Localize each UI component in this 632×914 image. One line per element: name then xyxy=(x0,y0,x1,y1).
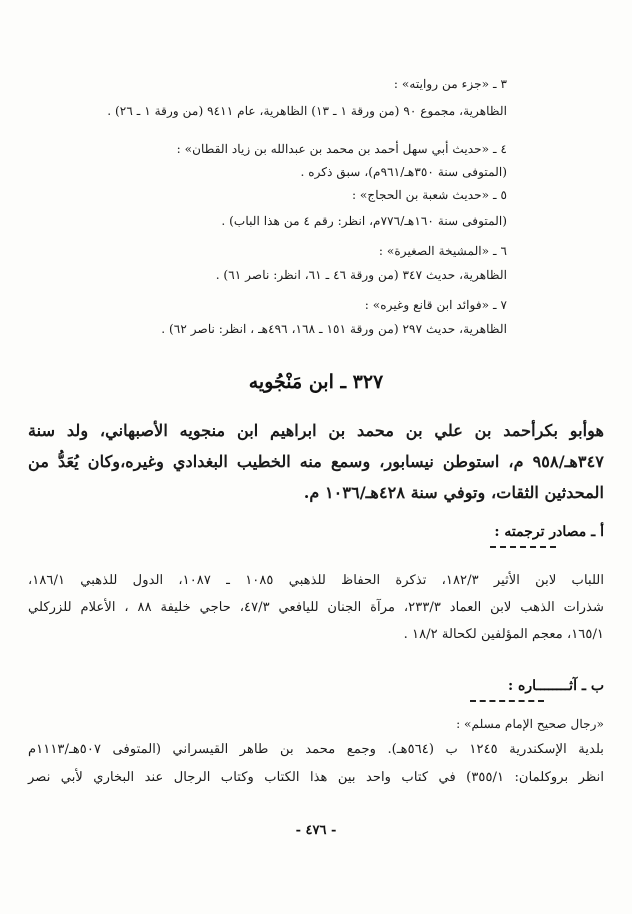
ref-4-body: (المتوفى سنة ٣٥٠هـ/٩٦١م)، سبق ذكره . xyxy=(300,165,507,179)
bio-line-2: ٣٤٧هـ/٩٥٨ م، استوطن نيسابور، وسمع منه الخطيب البغدادي وغيره،وكان يُعَدُّ من xyxy=(28,452,604,471)
works-heading: ب ـ آثــــــــاره : xyxy=(507,678,604,694)
entry-heading: ٣٢٧ ـ ابن مَنْجُويه xyxy=(248,371,384,393)
sources-line-2: شذرات الذهب لابن العماد ٢٣٣/٣، مرآة الجنان لليافعي ٤٧/٣، حاجي خليفة ٨٨ ، الأعلام للزركلي xyxy=(28,600,604,615)
works-line-2: انظر بروكلمان: ٣٥٥/١) في كتاب واحد بين هذا الكتاب وكتاب الرجال عند البخاري لأبي نصر xyxy=(28,770,604,785)
works-heading-underline xyxy=(470,700,544,702)
works-line-1: بلدية الإسكندرية ١٢٤٥ ب (٥٦٤هـ). وجمع محمد بن طاهر القيسراني (المتوفى ٥٠٧هـ/١١١٣م xyxy=(28,742,604,757)
ref-5-body: (المتوفى سنة ١٦٠هـ/٧٧٦م، انظر: رقم ٤ من هذا الباب) . xyxy=(221,214,507,228)
ref-7-body: الظاهرية، حديث ٢٩٧ (من ورقة ١٥١ ـ ١٦٨، ٤٩٦هـ ، انظر: ناصر ٦٢) . xyxy=(161,322,507,336)
sources-line-1: اللباب لابن الأثير ١٨٢/٣، تذكرة الحفاظ للذهبي ١٠٨٥ ـ ١٠٨٧، الدول للذهبي ١٨٦/١، xyxy=(28,573,604,588)
works-item-title: «رجال صحيح الإمام مسلم» : xyxy=(456,717,604,731)
ref-3-body: الظاهرية، مجموع ٩٠ (من ورقة ١ ـ ١٣) الظاهرية، عام ٩٤١١ (من ورقة ١ ـ ٢٦) . xyxy=(107,104,507,118)
bio-line-3: المحدثين الثقات، وتوفي سنة ٤٢٨هـ/١٠٣٦ م. xyxy=(303,483,604,502)
ref-6-body: الظاهرية، حديث ٣٤٧ (من ورقة ٤٦ ـ ٦١، انظر: ناصر ٦١) . xyxy=(215,268,507,282)
sources-heading: أ ـ مصادر ترجمته : xyxy=(494,524,604,540)
ref-7-title: ٧ ـ «فوائد ابن قانع وغيره» : xyxy=(364,298,507,312)
ref-4-title: ٤ ـ «حديث أبي سهل أحمد بن محمد بن عبدالله بن زياد القطان» : xyxy=(176,142,507,156)
sources-line-3: ١٦٥/١، معجم المؤلفين لكحالة ١٨/٢ . xyxy=(403,627,604,642)
ref-5-title: ٥ ـ «حديث شعبة بن الحجاج» : xyxy=(351,188,507,202)
sources-heading-underline xyxy=(490,546,556,548)
ref-6-title: ٦ ـ «المشيخة الصغيرة» : xyxy=(378,244,507,258)
bio-line-1: هوأبو بكرأحمد بن علي بن محمد بن ابراهيم ابن منجويه الأصبهاني، ولد سنة xyxy=(28,421,604,440)
page-number: - ٤٧٦ - xyxy=(295,823,337,838)
ref-3-title: ٣ ـ «جزء من روايته» : xyxy=(393,77,507,91)
